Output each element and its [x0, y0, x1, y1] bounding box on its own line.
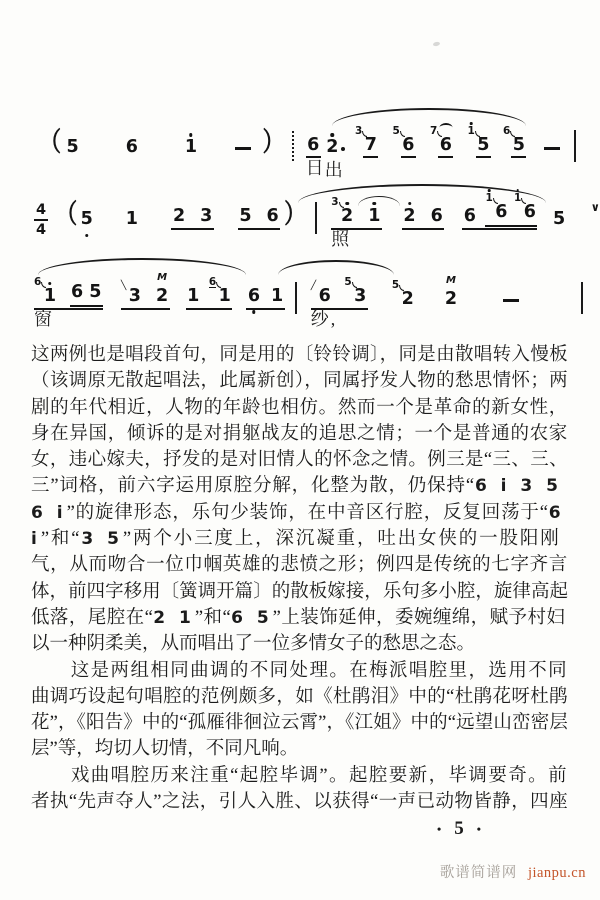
augmentation-dot: [341, 147, 345, 151]
note-number: 6: [125, 137, 138, 157]
note-number: 5: [89, 282, 102, 302]
note-number: 5: [511, 135, 526, 158]
text-line: [31, 763, 568, 789]
text-line: [31, 552, 568, 578]
text-segment: 气，从而吻合一位巾帼英雄的悲愤之形；例四是传统的七字齐言: [31, 555, 568, 576]
text-line: [31, 395, 568, 421]
grace-note: 1: [514, 193, 521, 203]
jianpu-note: [124, 209, 139, 230]
music-line-3: [34, 271, 583, 329]
note-number: 2: [401, 289, 414, 309]
jianpu-note: [443, 275, 458, 310]
jianpu-note: [354, 125, 379, 158]
note-number: 6: [306, 135, 321, 158]
text-segment: 这是两组相同曲调的不同处理。在梅派唱腔里，选用不同: [31, 660, 568, 681]
text-line: [31, 473, 568, 499]
inline-music-numbers: 6: [548, 502, 565, 523]
sustain-dash: [503, 299, 519, 302]
text-line-content: [31, 345, 568, 365]
text-line-content: [31, 371, 568, 391]
text-line-content: [31, 424, 568, 444]
grace-note: 7: [429, 125, 438, 137]
jianpu-note: [402, 206, 417, 227]
jianpu-note: [551, 209, 566, 230]
note-number: 7: [363, 135, 378, 158]
text-line: [31, 579, 568, 605]
note-number: 6: [71, 282, 84, 302]
text-line-content: [31, 792, 568, 812]
jianpu-note: [154, 271, 169, 307]
page-number-value: 5: [454, 818, 464, 839]
parenthesis: （: [56, 198, 78, 229]
text-line: [31, 526, 568, 552]
jianpu-note: [502, 125, 527, 158]
text-line: [31, 684, 568, 710]
text-line-content: [31, 529, 561, 549]
text-segment: ”和“: [40, 529, 82, 550]
breath-mark: ∨: [590, 199, 600, 214]
parenthesis: ）: [284, 198, 306, 229]
inline-music-numbers: i: [31, 529, 41, 550]
text-line-content: [31, 713, 568, 733]
jianpu-note: [70, 282, 85, 303]
jianpu-note: [199, 206, 214, 227]
text-segment: （该调原无散起唱法，此属新创），同属抒发人物的愁思情怀；两: [31, 371, 568, 392]
text-line: [31, 605, 568, 631]
inline-music-numbers: 6 i 3 5: [474, 476, 563, 497]
underline-group: [70, 282, 103, 307]
text-line-content: [31, 687, 568, 707]
text-segment: 身在异国，倾诉的是对捐躯战友的追思之情；一个是普通的农家: [31, 423, 568, 444]
jianpu-note: [367, 206, 382, 227]
text-segment: 花”，《阳告》中的“孤雁徘徊泣云霄”，《江姐》中的“远望山峦密层: [31, 713, 568, 734]
grace-note: 6: [208, 275, 217, 288]
grace-note: 5: [344, 275, 352, 288]
music-line-2: [34, 192, 600, 249]
text-line-content: [31, 739, 298, 759]
note-number: 5: [66, 137, 79, 157]
note-number: 2: [402, 206, 417, 227]
inline-music-numbers: 6 i: [31, 502, 67, 523]
text-line-content: [31, 661, 568, 681]
dashed-barline: [292, 131, 294, 161]
sustain-dash: [235, 147, 251, 150]
text-segment: 戏曲唱腔历来注重“起腔毕调”。起腔要新，毕调要奇。前: [31, 765, 568, 786]
jianpu-note: [88, 282, 103, 303]
note-number: 3: [354, 285, 367, 306]
text-line-content: [31, 608, 565, 628]
text-segment: ”上装饰延伸，委婉缠绵，赋予村妇: [272, 607, 566, 628]
jianpu-note: [429, 125, 454, 158]
body-text: [31, 342, 568, 815]
text-line-content: [31, 398, 568, 418]
grace-note: 1: [467, 126, 474, 136]
text-segment: ”两个小三度上，深沉凝重，吐出女侠的一股阳刚: [122, 529, 561, 550]
text-line: [31, 736, 568, 762]
parenthesis: ）: [262, 126, 284, 157]
jianpu-note: [485, 192, 509, 223]
sustain-dash: [544, 147, 560, 150]
underline-group: [310, 275, 368, 329]
lyric: 出: [324, 160, 345, 180]
jianpu-note: [265, 206, 280, 227]
underline-group: [246, 286, 284, 311]
note-number: 5: [239, 205, 252, 226]
time-signature-denominator: 4: [36, 221, 47, 238]
text-line: [31, 447, 568, 473]
watermark-site-url[interactable]: jianpu.cn: [527, 865, 586, 881]
inline-music-numbers: 2 1: [153, 607, 195, 628]
lyric: 日: [305, 158, 326, 178]
note-number: 1: [218, 285, 231, 306]
music-line-1: [40, 125, 576, 180]
text-segment: ”的旋律形态，乐句少装饰，在中音区行腔，反复回荡于“: [66, 502, 549, 523]
underline-group: [331, 195, 382, 249]
octave-dot-below: [85, 234, 89, 238]
note-number: 6: [523, 202, 536, 222]
octave-dot-above: [189, 133, 193, 137]
text-segment: 这两例也是唱段首句，同是用的〔铃铃调〕，同是由散唱转入慢板: [31, 345, 568, 365]
underline-group: [485, 192, 537, 227]
text-segment: 曲调巧设起句唱腔的范例颇多，如《杜鹃泪》中的“杜鹃花呀杜鹃: [31, 686, 568, 707]
jianpu-note: [310, 280, 338, 329]
note-number: 1: [271, 285, 284, 306]
note-number: 5: [552, 209, 566, 229]
slide-down-mark: ╲: [120, 280, 127, 291]
grace-note: 5: [392, 125, 400, 137]
jianpu-note: [79, 209, 94, 230]
page-number: [437, 818, 481, 840]
slur: [332, 108, 526, 126]
slur: [38, 258, 246, 275]
jianpu-note: [344, 275, 368, 307]
scan-speck: [433, 41, 441, 46]
note-number: 1: [42, 286, 57, 307]
jianpu-note: [208, 275, 233, 307]
note-number: 5: [476, 135, 491, 158]
octave-dot-above: [331, 133, 335, 137]
note-number: 1: [125, 209, 138, 229]
underline-group: [120, 271, 170, 311]
note-number: 6: [266, 205, 279, 226]
underline-group: [462, 192, 537, 230]
note-number: 6: [463, 205, 476, 226]
grace-note: 3: [354, 125, 363, 137]
text-line: [31, 342, 568, 368]
jianpu-note: [270, 286, 285, 307]
text-line-content: [31, 555, 568, 575]
underline-group: [34, 275, 103, 329]
jianpu-note: [34, 275, 58, 329]
page-number-dot: •: [437, 821, 442, 836]
grace-note: 1: [485, 193, 492, 203]
text-segment: 以一种阴柔美，从而唱出了一位多情女子的愁思之态。: [31, 634, 476, 655]
jianpu-note: [120, 280, 143, 307]
lyric: 窗: [34, 308, 54, 329]
jianpu-note: [392, 125, 416, 158]
jianpu-note: [246, 286, 261, 307]
jianpu-note: [171, 206, 186, 227]
jianpu-note: [467, 125, 491, 158]
lyric: 纱,: [310, 308, 338, 329]
note-number: 1: [187, 285, 200, 306]
note-number: 6: [495, 202, 508, 222]
barline: [315, 202, 317, 234]
jianpu-note: [238, 206, 253, 227]
note-number: 6: [246, 286, 261, 307]
text-line-content: [31, 766, 568, 786]
barline: [295, 282, 297, 314]
inline-music-numbers: 3 5: [81, 529, 123, 550]
jianpu-note: [331, 195, 355, 249]
text-line-content: [31, 476, 562, 496]
text-line-content: [31, 582, 568, 602]
text-line-content: [31, 503, 565, 523]
jianpu-note: [462, 206, 477, 227]
note-number: 6: [401, 135, 416, 158]
slur: [298, 184, 546, 203]
underline-group: [186, 275, 233, 311]
text-line: [31, 500, 568, 526]
jianpu-note: [305, 135, 326, 178]
time-signature-numerator: 4: [34, 203, 48, 221]
jianpu-note: [183, 137, 198, 158]
grace-note: 6: [502, 125, 511, 137]
jianpu-note: [124, 137, 139, 158]
note-number: 2: [340, 206, 355, 227]
note-number: 2 M: [155, 271, 169, 306]
note-number: 6: [438, 135, 453, 158]
text-segment: 层”等，均切人切情，不同凡响。: [31, 739, 299, 760]
underline-group: [238, 206, 280, 231]
text-line: [31, 368, 568, 394]
page-number-dot: •: [476, 821, 481, 836]
slide-up-mark: ╱: [310, 280, 317, 291]
octave-dot-below: [252, 310, 256, 314]
note-number: 3: [200, 205, 213, 226]
note-number: 1: [183, 137, 198, 158]
jianpu-note: [65, 137, 80, 158]
note-number: 2: [325, 137, 340, 158]
tremolo-mark: M: [157, 271, 168, 283]
text-segment: 剧的年代相近，人物的年龄也相仿。然而一个是革命的新女性，: [31, 397, 568, 418]
text-line: [31, 789, 568, 815]
grace-note: 5: [391, 279, 400, 291]
watermark: [440, 861, 586, 882]
text-segment: 低落，尾腔在“: [31, 607, 154, 628]
lyric: 照: [331, 228, 352, 249]
jianpu-note: [324, 137, 345, 180]
text-line: [31, 710, 568, 736]
slur: [278, 260, 394, 275]
text-line: [31, 658, 568, 684]
octave-dot-above: [48, 282, 52, 286]
barline: [574, 130, 576, 162]
jianpu-note: [513, 192, 538, 223]
barline: [581, 282, 583, 314]
note-number: 6: [318, 285, 331, 306]
note-number: 1: [367, 206, 382, 227]
note-number: 2 M: [444, 275, 458, 309]
grace-note: 3: [331, 195, 339, 208]
underline-group: [402, 206, 444, 231]
parenthesis: （: [40, 126, 61, 157]
note-number: 2: [172, 205, 186, 226]
jianpu-note: [186, 286, 201, 307]
text-segment: ”和“: [194, 607, 232, 628]
text-segment: 女，违心嫁夫，抒发的是对旧情人的怀念之情。例三是“三、三、: [31, 450, 568, 471]
text-line-content: [31, 634, 475, 654]
note-number: 5: [79, 209, 94, 230]
watermark-site-name: 歌谱简谱网: [439, 865, 518, 881]
time-signature: [34, 203, 48, 237]
note-number: 6: [430, 205, 443, 226]
text-segment: 体，前四字移用〔簧调开篇〕的散板嫁接，乐句多小腔，旋律高起: [31, 581, 568, 602]
text-line: [31, 421, 568, 447]
text-line-content: [31, 450, 568, 470]
underline-group: [171, 206, 213, 231]
text-segment: 者执“先声夺人”之法，引人入胜、以获得“一声已动物皆静，四座: [31, 792, 568, 813]
tremolo-mark: M: [445, 275, 456, 286]
grace-note: 6: [34, 275, 42, 288]
text-segment: 三”词格，前六字运用原腔分解，化整为散，仍保持“: [31, 476, 475, 497]
jianpu-note: [429, 206, 444, 227]
note-number: 3: [128, 285, 141, 306]
jianpu-note: [391, 279, 416, 310]
inline-music-numbers: 6 5: [231, 607, 273, 628]
text-line: [31, 631, 568, 657]
